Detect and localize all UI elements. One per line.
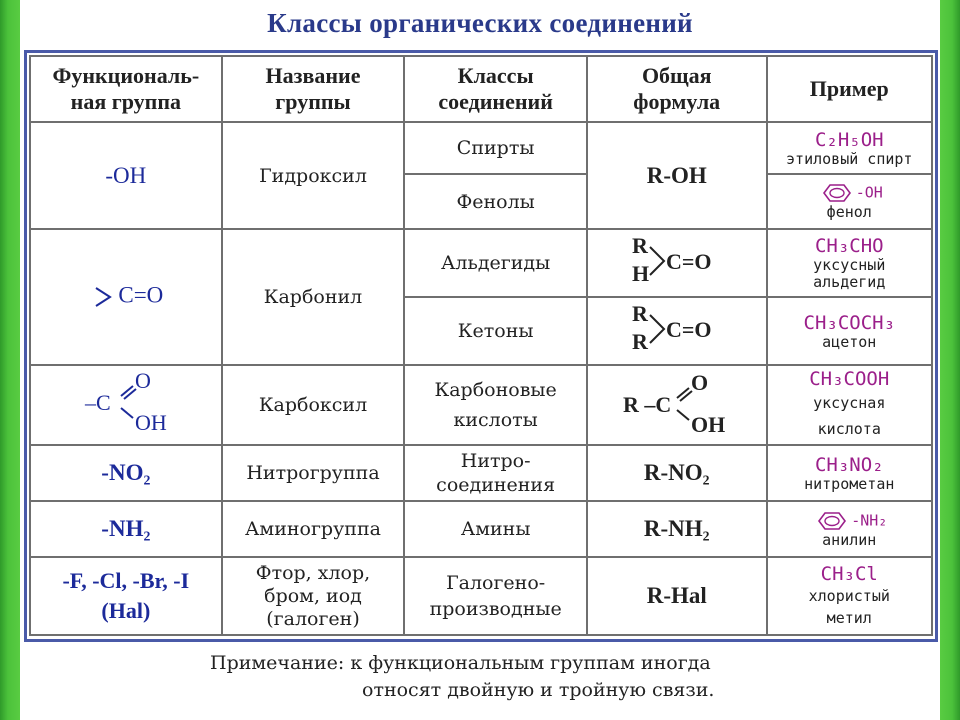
name-carboxyl: Карбоксил	[222, 365, 405, 445]
example-acetaldehyde-name: уксусный альдегид	[813, 256, 886, 291]
ketone-r2: R	[631, 329, 648, 354]
benzene-ring-icon	[811, 510, 851, 532]
name-amino: Аминогруппа	[222, 501, 405, 557]
formula-r-nh2: R-NH₂	[587, 501, 767, 557]
example-ethanol-formula: C₂H₅OH	[814, 128, 884, 151]
header-label: Пример	[809, 76, 889, 101]
carboxylic-formula-diagram	[617, 370, 737, 436]
class-aldehydes: Альдегиды	[404, 229, 587, 297]
example-acetone-formula: CH₃COCH₃	[803, 311, 896, 334]
example-phenol-formula	[768, 182, 931, 204]
header-functional-group	[30, 56, 222, 122]
formula-r-oh: R-OH	[587, 122, 767, 229]
phenol-oh-label: -OH	[855, 183, 883, 202]
name-nitro: Нитрогруппа	[222, 445, 405, 501]
class-ketones: Кетоны	[404, 297, 587, 365]
benzene-ring-icon	[816, 182, 856, 204]
table-row	[30, 557, 932, 635]
header-classes	[404, 56, 587, 122]
class-amines: Амины	[404, 501, 587, 557]
carboxylic-o: O	[690, 370, 708, 395]
footnote-line-1: Примечание: к функциональным группам иногда	[210, 652, 711, 674]
aniline-nh2-label: -NH₂	[851, 511, 888, 529]
ketone-co: C=O	[665, 317, 712, 342]
aldehyde-formula-diagram	[622, 231, 732, 291]
carboxylic-rc: R –C	[622, 392, 672, 417]
header-label: Классы соединений	[438, 63, 553, 114]
example-nitromethane	[767, 445, 932, 501]
example-methyl-chloride	[767, 557, 932, 635]
example-acetic-acid	[767, 365, 932, 445]
formula-r-no2: R-NO₂	[587, 445, 767, 501]
formula-carboxylic	[587, 365, 767, 445]
example-methyl-chloride-formula: CH₃Cl	[820, 563, 878, 585]
class-halogen-derivatives: Галогено- производные	[404, 557, 587, 635]
footnote-line-2: относят двойную и тройную связи.	[362, 679, 715, 701]
example-ethanol-name: этиловый спирт	[786, 149, 913, 168]
name-halogen: Фтор, хлор, бром, иод (галоген)	[222, 557, 405, 635]
formula-ketone	[587, 297, 767, 365]
carbonyl-label: C=O	[118, 282, 164, 308]
header-row	[30, 56, 932, 122]
table-row	[30, 501, 932, 557]
footnote	[210, 650, 910, 704]
example-phenol-name: фенол	[826, 203, 872, 221]
table-frame	[24, 50, 938, 642]
name-hydroxyl: Гидроксил	[222, 122, 405, 229]
table-row	[30, 445, 932, 501]
name-carbonyl: Карбонил	[222, 229, 405, 365]
carboxyl-oh: OH	[134, 410, 167, 435]
table-row	[30, 229, 932, 297]
carboxyl-c: –C	[84, 390, 111, 415]
example-nitromethane-formula: CH₃NO₂	[814, 453, 884, 476]
classes-table	[29, 55, 933, 636]
example-acetic-acid-formula: CH₃COOH	[809, 368, 890, 390]
header-label: Общая формула	[633, 63, 721, 114]
example-nitromethane-name: нитрометан	[804, 474, 895, 493]
example-aniline	[767, 501, 932, 557]
example-acetaldehyde	[767, 229, 932, 297]
example-aniline-name: анилин	[822, 530, 877, 549]
class-carboxylic-acids: Карбоновые кислоты	[404, 365, 587, 445]
header-general-formula	[587, 56, 767, 122]
group-amino: -NH₂	[30, 501, 222, 557]
group-carbonyl	[30, 229, 222, 365]
example-ethanol	[767, 122, 932, 174]
formula-aldehyde	[587, 229, 767, 297]
carboxyl-group-diagram	[71, 370, 181, 436]
page-title: Классы органических соединений	[267, 8, 693, 38]
class-alcohols: Спирты	[404, 122, 587, 174]
group-halogen: -F, -Cl, -Br, -I (Hal)	[30, 557, 222, 635]
example-acetone-name: ацетон	[822, 332, 877, 351]
table-row	[30, 122, 932, 174]
group-carboxyl	[30, 365, 222, 445]
example-acetone	[767, 297, 932, 365]
aldehyde-h: H	[631, 261, 649, 286]
carboxylic-oh: OH	[690, 412, 725, 436]
class-nitro-compounds: Нитро- соединения	[404, 445, 587, 501]
aldehyde-r: R	[631, 233, 648, 258]
example-aniline-formula	[768, 510, 931, 532]
example-methyl-chloride-name: хлористый метил	[808, 587, 890, 627]
header-label: Функциональ- ная группа	[52, 63, 200, 114]
aldehyde-co: C=O	[665, 249, 712, 274]
header-example	[767, 56, 932, 122]
carboxyl-o: O	[134, 370, 151, 393]
example-acetaldehyde-formula: CH₃CHO	[814, 235, 884, 257]
example-acetic-acid-name: уксусная кислота	[813, 394, 886, 438]
ketone-r1: R	[631, 301, 648, 326]
group-oh: -OH	[30, 122, 222, 229]
bond-lines-icon	[88, 282, 118, 312]
formula-r-hal: R-Hal	[587, 557, 767, 635]
page	[20, 0, 940, 720]
ketone-formula-diagram	[622, 299, 732, 359]
group-nitro: -NO₂	[30, 445, 222, 501]
header-label: Название группы	[265, 63, 361, 114]
class-phenols: Фенолы	[404, 174, 587, 229]
header-group-name	[222, 56, 405, 122]
example-phenol	[767, 174, 932, 229]
table-row	[30, 365, 932, 445]
